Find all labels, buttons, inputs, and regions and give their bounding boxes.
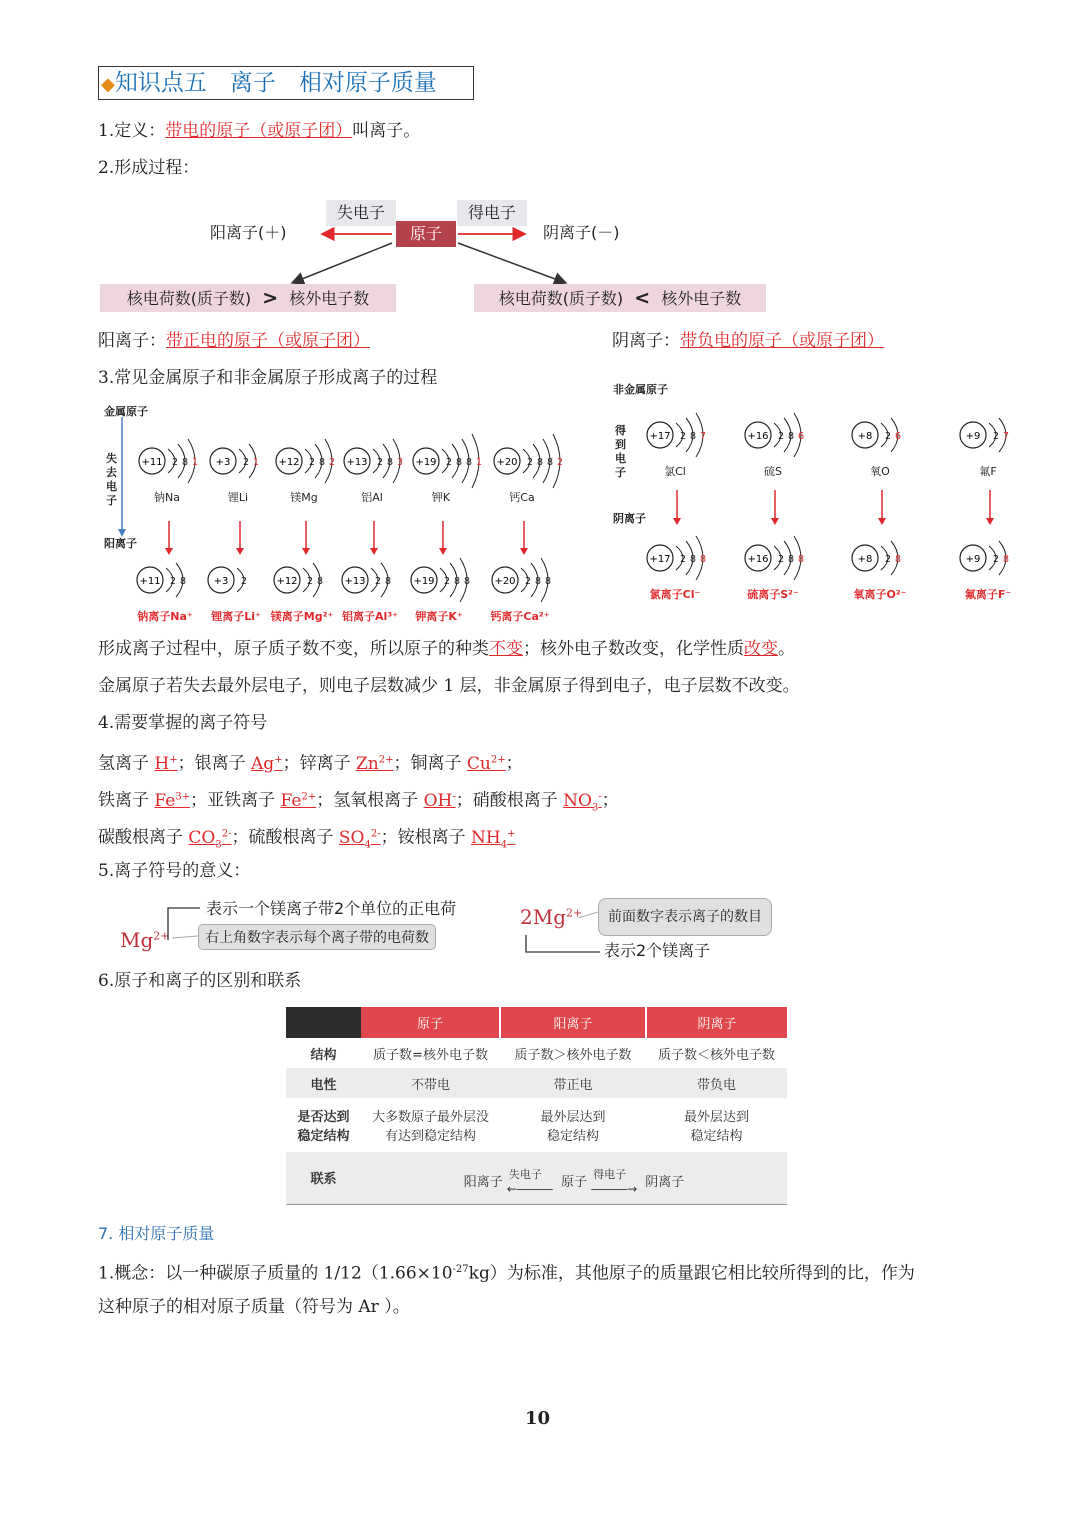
note-count: 表示2个镁离子 <box>604 941 711 960</box>
nucleus-charge: +16 <box>747 431 769 442</box>
table-header: 原子 <box>361 1007 500 1038</box>
formation-heading: 2.形成过程： <box>98 158 200 178</box>
nonmetal-top-label: 非金属原子 <box>613 383 668 396</box>
electron-count: 1 <box>191 457 199 468</box>
electron-count: 8 <box>544 576 552 587</box>
electron-count: 6 <box>894 431 902 442</box>
electron-count: 8 <box>536 457 544 468</box>
atom-name: 硫S <box>764 465 782 478</box>
atom-name: 氯离子Cl⁻ <box>649 588 701 601</box>
ion-symbol: $NH_4^+$ <box>471 827 516 851</box>
electron-count: 2 <box>884 431 892 442</box>
nucleus-charge: +13 <box>344 576 366 587</box>
electron-count: 2 <box>679 431 687 442</box>
definition-line: 1.定义：带电的原子（或原子团）叫离子。 <box>98 121 421 141</box>
metal-bottom-label: 阳离子 <box>104 537 137 550</box>
ion-symbol: $Zn^{2+}$ <box>356 753 394 774</box>
ion-symbol: $NO_3^-$ <box>563 790 602 814</box>
electron-count: 8 <box>318 457 326 468</box>
nonmetal-side-label: 得 到 电 子 <box>615 424 626 479</box>
electron-count: 8 <box>689 431 697 442</box>
symbols-row-3: 碳酸根离子 $CO_3^{2-}$；硫酸根离子 $SO_4^{2-}$；铵根离子 $NH_4^+$ <box>98 827 516 851</box>
table-row-label: 结构 <box>310 1047 337 1063</box>
cation-label: 阳离子(＋) <box>210 223 287 242</box>
electron-count: 2 <box>306 576 314 587</box>
electron-count: 8 <box>384 576 392 587</box>
symbols-row-1: 氢离子 H+；银离子 Ag+；锌离子 $Zn^{2+}$；铜离子 $Cu^{2+}$； <box>98 753 523 774</box>
electron-count: 6 <box>797 431 805 442</box>
ion-symbol: H+ <box>154 753 178 774</box>
electron-count: 2 <box>169 576 177 587</box>
lose-electron-label: 失电子 <box>326 200 396 226</box>
coef-ion-symbol: $2Mg^{2+}$ <box>520 905 583 929</box>
symbols-heading: 4.需要掌握的离子符号 <box>98 713 268 733</box>
atom-name: 钠离子Na⁺ <box>137 610 193 623</box>
table-cell: 质子数=核外电子数 <box>373 1047 488 1063</box>
electron-count: 8 <box>463 576 471 587</box>
electron-count: 2 <box>884 554 892 565</box>
atom-name: 锂离子Li⁺ <box>211 610 261 623</box>
table-row-label: 是否达到 稳定结构 <box>297 1110 350 1144</box>
electron-count: 8 <box>386 457 394 468</box>
ion-symbol: $Fe^{2+}$ <box>280 790 317 811</box>
note-superscript: 右上角数字表示每个离子带的电荷数 <box>198 924 436 950</box>
cation-definition: 阳离子：带正电的原子（或原子团） <box>98 331 370 351</box>
nucleus-charge: +12 <box>278 457 300 468</box>
electron-count: 8 <box>1002 554 1010 565</box>
section-title: ◆知识点五 离子 相对原子质量 <box>98 66 474 100</box>
nucleus-charge: +9 <box>965 554 981 565</box>
metal-side-label: 失 去 电 子 <box>106 452 117 507</box>
compare-table <box>286 1007 787 1205</box>
electron-count: 8 <box>699 554 707 565</box>
electron-count: 2 <box>526 457 534 468</box>
nucleus-charge: +17 <box>649 554 671 565</box>
electron-count: 7 <box>699 431 707 442</box>
atom-name: 硫离子S²⁻ <box>747 588 799 601</box>
nucleus-charge: +20 <box>496 457 518 468</box>
table-header: 阳离子 <box>500 1007 646 1038</box>
meaning-heading: 5.离子符号的意义： <box>98 861 251 881</box>
atom-name: 氟F <box>979 465 997 478</box>
electron-count: 2 <box>171 457 179 468</box>
electron-count: 2 <box>328 457 336 468</box>
definition-answer: 带电的原子（或原子团） <box>165 121 353 141</box>
symbols-row-2: 铁离子 $Fe^{3+}$；亚铁离子 $Fe^{2+}$；氢氧根离子 OH-；硝酸根离子 $NO_3^-$； <box>98 790 619 814</box>
nonmetal-bottom-label: 阴离子 <box>613 512 646 525</box>
nucleus-charge: +3 <box>213 576 229 587</box>
atom-name: 氧O <box>870 465 890 478</box>
electron-count: 8 <box>546 457 554 468</box>
page-number: 10 <box>524 1408 551 1429</box>
nucleus-charge: +11 <box>141 457 163 468</box>
electron-count: 8 <box>894 554 902 565</box>
table-cell: 最外层达到 稳定结构 <box>540 1110 606 1144</box>
electron-count: 3 <box>396 457 404 468</box>
electron-count: 8 <box>179 576 187 587</box>
electron-count: 8 <box>787 554 795 565</box>
atom-box: 原子 <box>396 221 456 247</box>
gain-arrow: 得电子 ―――→ <box>591 1167 638 1196</box>
atom-name: 氧离子O²⁻ <box>853 588 907 601</box>
electron-count: 1 <box>252 457 260 468</box>
metal-top-label: 金属原子 <box>104 405 148 418</box>
atom-name: 钙Ca <box>509 491 535 504</box>
nucleus-charge: +16 <box>747 554 769 565</box>
electron-count: 2 <box>374 576 382 587</box>
ion-symbol: Ag+ <box>251 753 283 774</box>
anion-definition: 阴离子：带负电的原子（或原子团） <box>612 331 884 351</box>
electron-count: 2 <box>679 554 687 565</box>
electron-count: 2 <box>240 576 248 587</box>
electron-count: 8 <box>453 576 461 587</box>
atom-name: 钾离子K⁺ <box>415 610 463 623</box>
atom-name: 钙离子Ca²⁺ <box>490 610 550 623</box>
electron-count: 8 <box>797 554 805 565</box>
relation-heading: 6.原子和离子的区别和联系 <box>98 971 302 991</box>
nucleus-charge: +20 <box>494 576 516 587</box>
electron-count: 2 <box>556 457 564 468</box>
table-cell: 带负电 <box>696 1077 736 1093</box>
electron-count: 2 <box>992 554 1000 565</box>
ion-symbol: $CO_3^{2-}$ <box>188 827 232 851</box>
note-charge: 表示一个镁离子带2个单位的正电荷 <box>206 899 457 918</box>
electron-count: 2 <box>242 457 250 468</box>
process-heading: 3.常见金属原子和非金属原子形成离子的过程 <box>98 368 438 388</box>
atom-name: 钾K <box>431 491 451 504</box>
electron-count: 2 <box>376 457 384 468</box>
table-cell: 大多数原子最外层没 有达到稳定结构 <box>371 1110 489 1144</box>
electron-count: 2 <box>777 431 785 442</box>
atom-name: 铝Al <box>361 491 383 504</box>
nucleus-charge: +8 <box>857 431 873 442</box>
table-cell: 质子数＜核外电子数 <box>657 1047 775 1063</box>
electron-count: 8 <box>465 457 473 468</box>
ion-symbol: $Cu^{2+}$ <box>466 753 506 774</box>
relative-mass-heading: 7. 相对原子质量 <box>98 1224 215 1243</box>
summary-line-2: 金属原子若失去最外层电子，则电子层数减少 1 层，非金属原子得到电子，电子层数不改变。 <box>98 676 800 696</box>
anion-relation-box: 核电荷数(质子数) < 核外电子数 <box>474 284 766 312</box>
electron-count: 8 <box>316 576 324 587</box>
electron-count: 2 <box>992 431 1000 442</box>
table-row-label: 联系 <box>310 1172 337 1188</box>
nucleus-charge: +17 <box>649 431 671 442</box>
summary-line-1: 形成离子过程中，原子质子数不变，所以原子的种类不变；核外电子数改变，化学性质改变。 <box>98 639 795 659</box>
nucleus-charge: +12 <box>276 576 298 587</box>
nucleus-charge: +13 <box>346 457 368 468</box>
mg-ion-symbol: $Mg^{2+}$ <box>120 928 170 952</box>
table-cell: 带正电 <box>553 1077 593 1093</box>
atom-name: 氟离子F⁻ <box>964 588 1012 601</box>
electron-count: 2 <box>524 576 532 587</box>
table-row-label: 电性 <box>310 1077 337 1093</box>
nucleus-charge: +19 <box>413 576 435 587</box>
ion-symbol: $Fe^{3+}$ <box>154 790 191 811</box>
relation-cell: 阳离子 失电子 ←――― 原子 得电子 ―――→ 阴离子 <box>463 1167 685 1196</box>
gain-electron-label: 得电子 <box>457 200 527 226</box>
table-cell: 质子数＞核外电子数 <box>514 1047 632 1063</box>
atom-name: 氯Cl <box>664 465 686 478</box>
electron-count: 8 <box>181 457 189 468</box>
nucleus-charge: +8 <box>857 554 873 565</box>
concept-line-2: 这种原子的相对原子质量（符号为 Ar ）。 <box>98 1297 410 1317</box>
electron-count: 7 <box>1002 431 1010 442</box>
electron-count: 2 <box>445 457 453 468</box>
ion-symbol: OH- <box>423 790 456 811</box>
atom-name: 铝离子Al³⁺ <box>342 610 398 623</box>
ion-symbol: $SO_4^{2-}$ <box>338 827 381 851</box>
anion-label: 阴离子(－) <box>543 223 620 242</box>
concept-line-1: 1.概念：以一种碳原子质量的 $1/12(1.66\times 10^{-27}kg)$为标准，其他原子的质量跟它相比较所得到的比，作为 <box>98 1263 915 1284</box>
atom-name: 钠Na <box>154 491 180 504</box>
cation-relation-box: 核电荷数(质子数) > 核外电子数 <box>100 284 396 312</box>
nucleus-charge: +19 <box>415 457 437 468</box>
nucleus-charge: +9 <box>965 431 981 442</box>
nucleus-charge: +3 <box>215 457 231 468</box>
electron-count: 8 <box>455 457 463 468</box>
electron-count: 1 <box>475 457 483 468</box>
electron-count: 8 <box>787 431 795 442</box>
lose-arrow: 失电子 ←――― <box>506 1167 553 1196</box>
table-cell: 最外层达到 稳定结构 <box>683 1110 749 1144</box>
nucleus-charge: +11 <box>139 576 161 587</box>
electron-count: 2 <box>777 554 785 565</box>
table-cell: 不带电 <box>410 1077 450 1093</box>
atom-name: 镁Mg <box>290 491 318 504</box>
table-header: 阴离子 <box>646 1007 787 1038</box>
electron-count: 8 <box>534 576 542 587</box>
electron-count: 2 <box>443 576 451 587</box>
note-coefficient: 前面数字表示离子的数目 <box>598 898 772 936</box>
table-header-empty <box>286 1007 361 1038</box>
atom-name: 锂Li <box>227 491 249 504</box>
diamond-icon: ◆ <box>101 74 115 95</box>
electron-count: 2 <box>308 457 316 468</box>
atom-name: 镁离子Mg²⁺ <box>270 610 334 623</box>
electron-count: 8 <box>689 554 697 565</box>
